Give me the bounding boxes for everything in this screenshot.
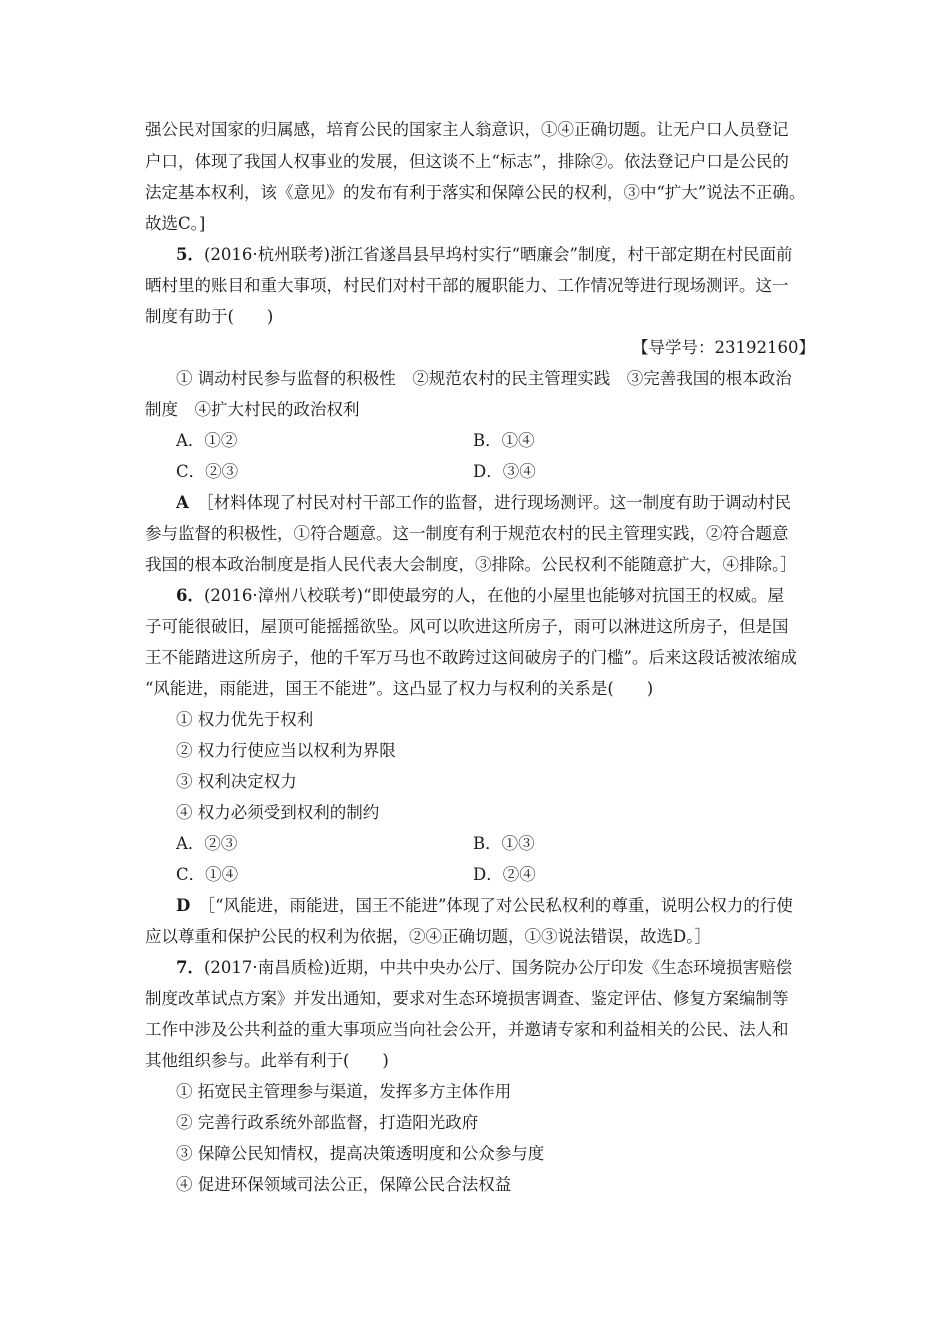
answer-letter: A (176, 493, 189, 512)
statement-line: ④ 促进环保领域司法公正，保障公民合法权益 (176, 1175, 512, 1194)
option-b: B．①④ (473, 431, 535, 450)
question-text: (2016·漳州八校联考)“即使最穷的人，在他的小屋里也能够对抗国王的权威。屋 (203, 586, 785, 605)
option-c: C．①④ (176, 865, 239, 884)
option-d: D．②④ (473, 865, 536, 884)
question-7-line: 其他组织参与。此举有利于( ) (145, 1051, 389, 1070)
statement-line: ② 完善行政系统外部监督，打造阳光政府 (176, 1113, 479, 1132)
question-7-line (176, 956, 816, 980)
question-6-line: 子可能很破旧，屋顶可能摇摇欲坠。风可以吹进这所房子，雨可以淋进这所房子，但是国 (145, 617, 789, 636)
question-number: 6． (176, 586, 204, 605)
question-number: 5． (176, 245, 204, 264)
option-d: D．③④ (473, 462, 536, 481)
question-7-line: 工作中涉及公共利益的重大事项应当向社会公开，并邀请专家和利益相关的公民、法人和 (145, 1020, 789, 1039)
question-number: 7． (176, 958, 204, 977)
answer-letter: D (176, 896, 191, 915)
question-7-line: 制度改革试点方案》并发出通知，要求对生态环境损害调查、鉴定评估、修复方案编制等 (145, 989, 789, 1008)
answer-text-line: 法定基本权利，该《意见》的发布有利于落实和保障公民的权利，③中“扩大”说法不正确。 (145, 183, 806, 202)
question-6-line: “风能进，雨能进，国王不能进”。这凸显了权力与权利的关系是( ) (145, 679, 654, 698)
question-5-line (176, 243, 816, 267)
answer-text-line: 强公民对国家的归属感，培育公民的国家主人翁意识，①④正确切题。让无户口人员登记 (145, 120, 789, 139)
statement-line: ④ 权力必须受到权利的制约 (176, 803, 380, 822)
question-text: (2016·杭州联考)浙江省遂昌县早坞村实行“晒廉会”制度，村干部定期在村民面前 (203, 245, 793, 264)
statement-line: ② 权力行使应当以权利为界限 (176, 741, 396, 760)
option-a: A．②③ (176, 834, 238, 853)
statement-line: ③ 权利决定权力 (176, 772, 297, 791)
guide-number: 【导学号：23192160】 (632, 338, 815, 357)
answer-line: 我国的根本政治制度是指人民代表大会制度，③排除。公民权利不能随意扩大，④排除。］ (145, 555, 797, 574)
statement-line: ① 权力优先于权利 (176, 710, 314, 729)
question-6-line (176, 584, 816, 608)
option-a: A．①② (176, 431, 238, 450)
question-5-line: 晒村里的账目和重大事项，村民们对村干部的履职能力、工作情况等进行现场测评。这一 (145, 276, 789, 295)
statement-line: ① 调动村民参与监督的积极性 ②规范农村的民主管理实践 ③完善我国的根本政治 (176, 369, 792, 388)
statement-line: 制度 ④扩大村民的政治权利 (145, 400, 360, 419)
answer-line: 应以尊重和保护公民的权利为依据，②④正确切题，①③说法错误，故选D。］ (145, 927, 711, 946)
answer-line (176, 491, 816, 515)
answer-explanation: ［材料体现了村民对村干部工作的监督，进行现场测评。这一制度有助于调动村民 (197, 493, 792, 512)
question-6-line: 王不能踏进这所房子，他的千军万马也不敢跨过这间破房子的门槛”。后来这段话被浓缩成 (145, 648, 797, 667)
option-c: C．②③ (176, 462, 239, 481)
answer-line: 参与监督的积极性，①符合题意。这一制度有利于规范农村的民主管理实践，②符合题意 (145, 524, 789, 543)
answer-text-line: 故选C。] (145, 214, 206, 233)
answer-explanation: ［“风能进，雨能进，国王不能进”体现了对公民私权利的尊重，说明公权力的行使 (198, 896, 793, 915)
statement-line: ③ 保障公民知情权，提高决策透明度和公众参与度 (176, 1144, 545, 1163)
question-text: (2017·南昌质检)近期，中共中央办公厅、国务院办公厅印发《生态环境损害赔偿 (203, 958, 793, 977)
answer-line (176, 894, 816, 918)
option-b: B．①③ (473, 834, 535, 853)
question-5-line: 制度有助于( ) (145, 307, 274, 326)
statement-line: ① 拓宽民主管理参与渠道，发挥多方主体作用 (176, 1082, 512, 1101)
answer-text-line: 户口，体现了我国人权事业的发展，但这谈不上“标志”，排除②。依法登记户口是公民的 (145, 152, 789, 171)
